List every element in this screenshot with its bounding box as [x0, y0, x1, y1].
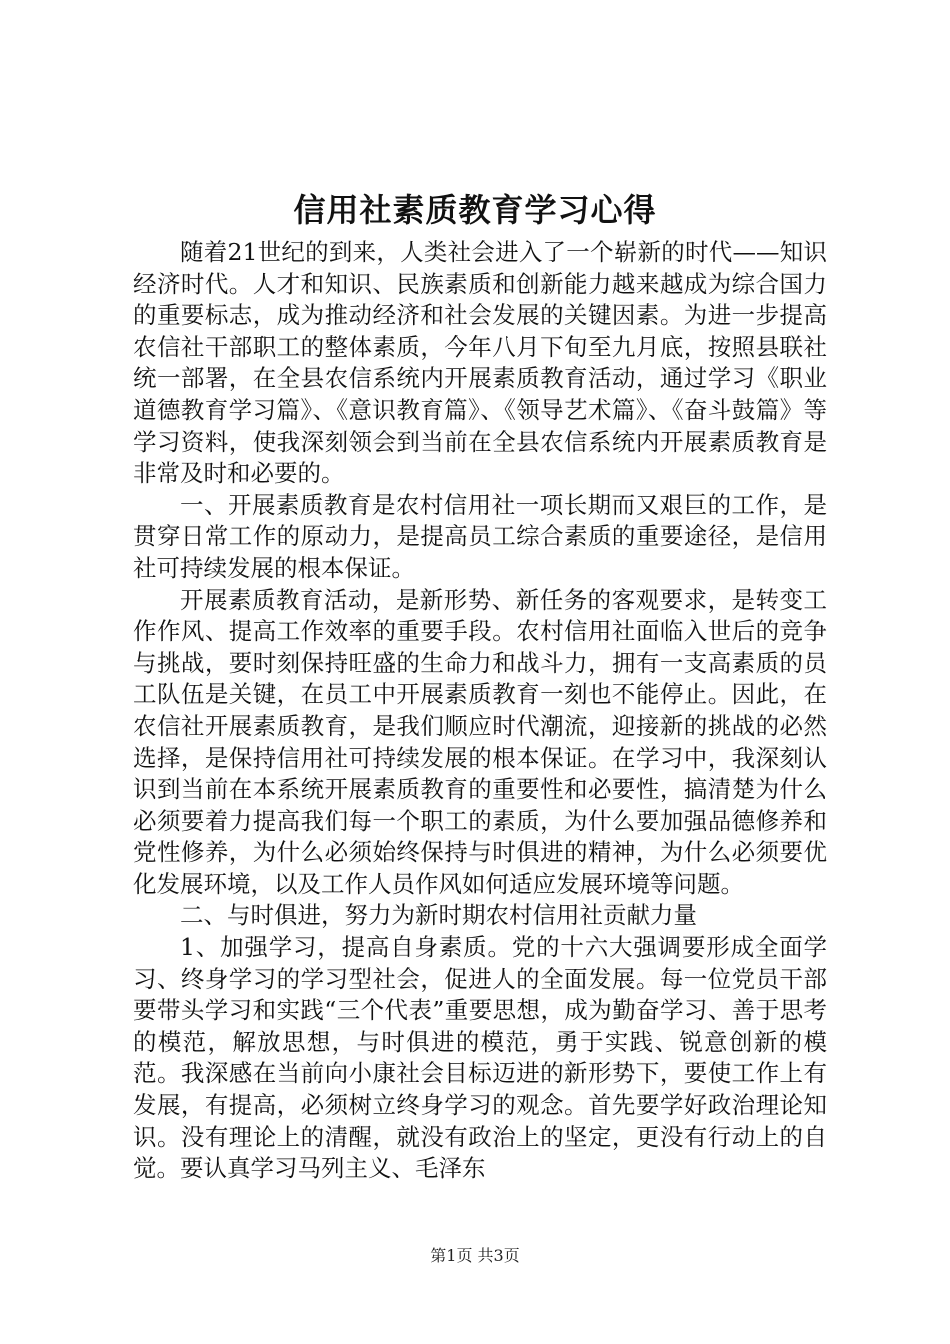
page-number: 第1页 共3页: [430, 1246, 520, 1265]
document-title: 信用社素质教育学习心得: [293, 191, 657, 229]
paragraph-intro: 随着21世纪的到来，人类社会进入了一个崭新的时代——知识经济时代。人才和知识、民族素质和创新能力越来越成为综合国力的重要标志，成为推动经济和社会发展的关键因素。为进一步提高农信社干部职工的整体素质，今年八月下旬至九月底，按照县联社统一部署，在全县农信系统内开展素质教育活动，通过学习《职业道德教育学习篇》、《意识教育篇》、《领导艺术篇》、《奋斗鼓篇》等学习资料，使我深刻领会到当前在全县农信系统内开展素质教育是非常及时和必要的。: [133, 238, 827, 488]
paragraph-significance: 开展素质教育活动，是新形势、新任务的客观要求，是转变工作作风、提高工作效率的重要手段。农村信用社面临入世后的竞争与挑战，要时刻保持旺盛的生命力和战斗力，拥有一支高素质的员工队伍是关键，在员工中开展素质教育一刻也不能停止。因此，在农信社开展素质教育，是我们顺应时代潮流，迎接新的挑战的必然选择，是保持信用社可持续发展的根本保证。在学习中，我深刻认识到当前在本系统开展素质教育的重要性和必要性，搞清楚为什么必须要着力提高我们每一个职工的素质，为什么要加强品德修养和党性修养，为什么必须始终保持与时俱进的精神，为什么必须要优化发展环境，以及工作人员作风如何适应发展环境等问题。: [133, 585, 827, 898]
paragraph-section-one: 一、开展素质教育是农村信用社一项长期而又艰巨的工作，是贯穿日常工作的原动力，是提高员工综合素质的重要途径，是信用社可持续发展的根本保证。: [133, 490, 827, 582]
paragraph-section-two: 二、与时俱进，努力为新时期农村信用社贡献力量: [180, 901, 697, 930]
paragraph-point-one: 1、加强学习，提高自身素质。党的十六大强调要形成全面学习、终身学习的学习型社会，促进人的全面发展。每一位党员干部要带头学习和实践“三个代表”重要思想，成为勤奋学习、善于思考的模范，解放思想，与时俱进的模范，勇于实践、锐意创新的模范。我深感在当前向小康社会目标迈进的新形势下，要使工作上有发展，有提高，必须树立终身学习的观念。首先要学好政治理论知识。没有理论上的清醒，就没有政治上的坚定，更没有行动上的自觉。要认真学习马列主义、毛泽东: [133, 933, 827, 1183]
document-body: [133, 237, 827, 1185]
